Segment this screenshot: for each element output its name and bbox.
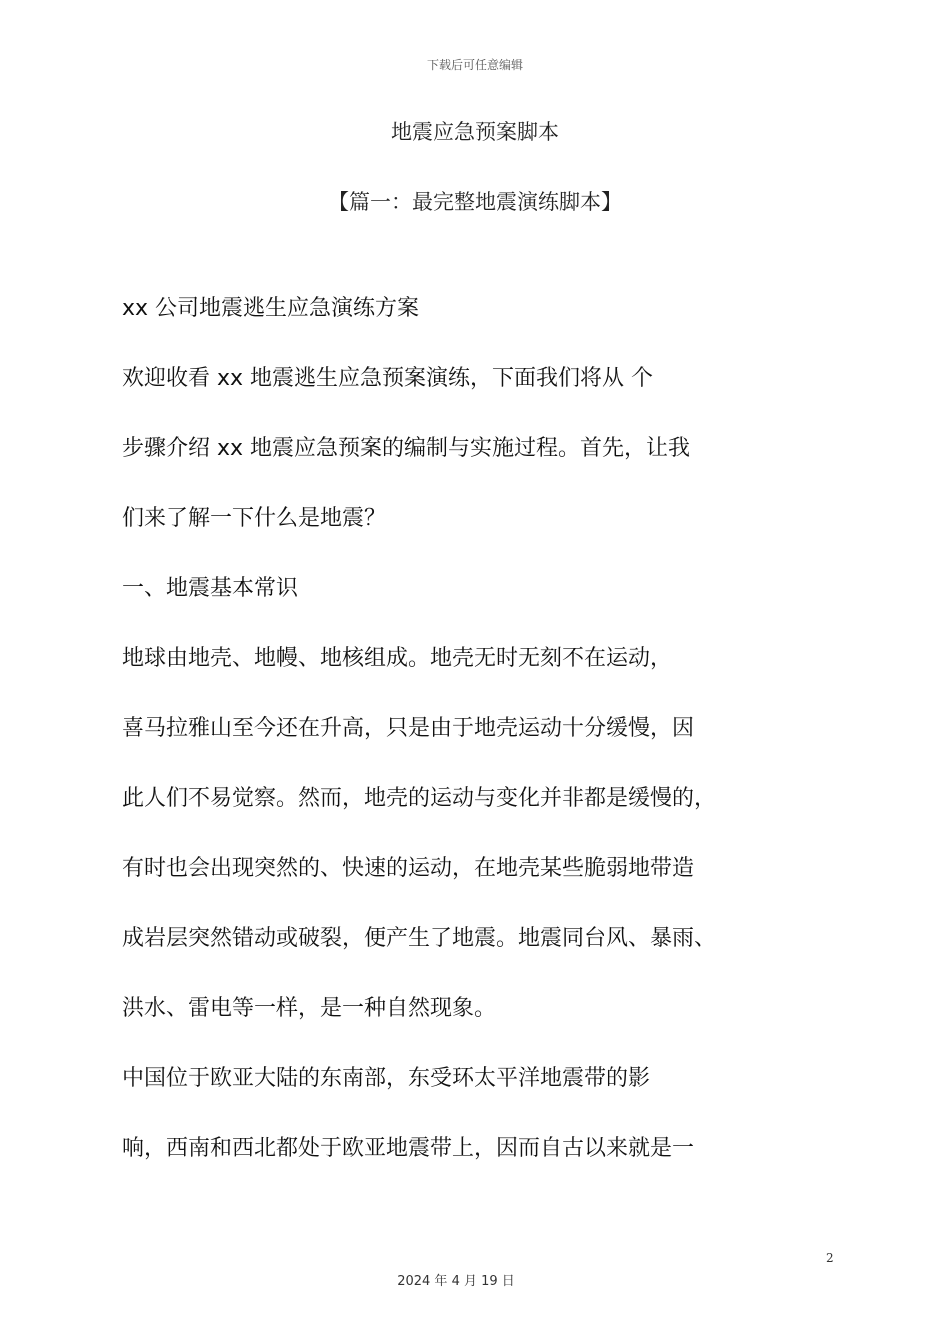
body-line: 喜马拉雅山至今还在升高，只是由于地壳运动十分缓慢，因 (122, 716, 695, 741)
body-line: 地球由地壳、地幔、地核组成。地壳无时无刻不在运动， (122, 646, 673, 671)
body-line: xx 公司地震逃生应急演练方案 (122, 296, 420, 321)
body-line: 成岩层突然错动或破裂，便产生了地震。地震同台风、暴雨、 (122, 926, 717, 951)
body-line: 中国位于欧亚大陆的东南部，东受环太平洋地震带的影 (122, 1066, 651, 1091)
page-number: 2 (826, 1251, 834, 1265)
body-line: 们来了解一下什么是地震？ (122, 506, 387, 531)
body-line: 此人们不易觉察。然而，地壳的运动与变化并非都是缓慢的， (122, 786, 717, 811)
body-line: 响，西南和西北都处于欧亚地震带上，因而自古以来就是一 (122, 1136, 695, 1161)
body-line: 洪水、雷电等一样，是一种自然现象。 (122, 996, 497, 1021)
body-line: 步骤介绍 xx 地震应急预案的编制与实施过程。首先，让我 (122, 436, 691, 461)
body-line: 有时也会出现突然的、快速的运动，在地壳某些脆弱地带造 (122, 856, 695, 881)
section-heading: 一、地震基本常识 (122, 576, 299, 601)
footer-date: 2024 年 4 月 19 日 (397, 1274, 515, 1289)
header-note: 下载后可任意编辑 (426, 58, 523, 72)
document-subtitle: 【篇一：最完整地震演练脚本】 (328, 190, 622, 214)
document-title: 地震应急预案脚本 (391, 120, 559, 144)
document-body (122, 290, 782, 1200)
body-line: 欢迎收看 xx 地震逃生应急预案演练，下面我们将从 个 (122, 366, 654, 391)
